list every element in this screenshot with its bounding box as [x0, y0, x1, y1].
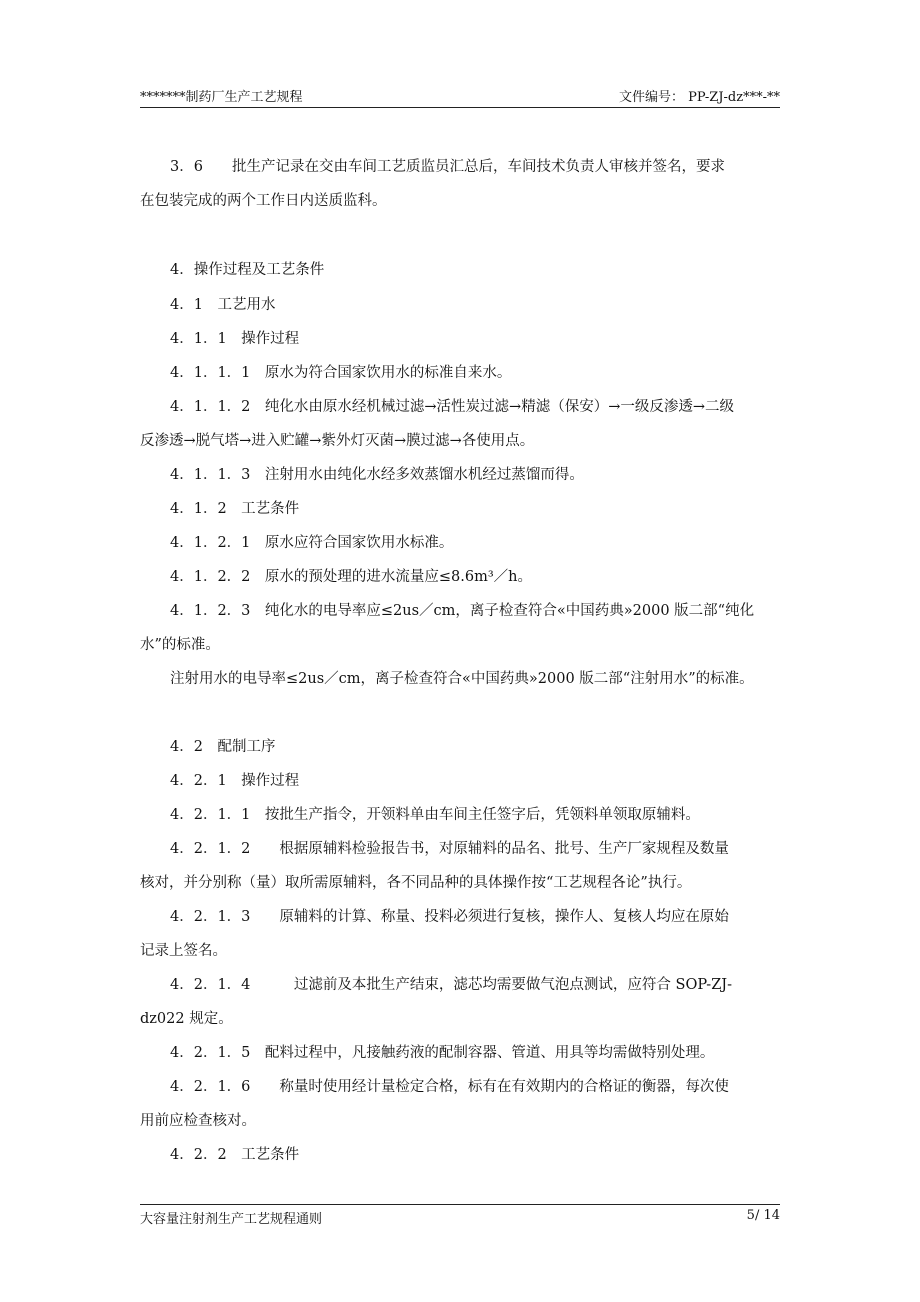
item-4-2-1-4-cont: dz022 规定。	[140, 1011, 233, 1027]
page-number: 5/ 14	[746, 1208, 780, 1223]
section-4-title: 4．操作过程及工艺条件	[170, 262, 325, 278]
para-3-6: 3．6 批生产记录在交由车间工艺质监员汇总后，车间技术负责人审核并签名，要求	[170, 159, 725, 175]
item-4-2-1-1: 4．2．1．1 按批生产指令，开领料单由车间主任签字后，凭领料单领取原辅料。	[170, 807, 700, 823]
page-footer	[140, 1208, 780, 1228]
section-4-1-title: 4．1 工艺用水	[170, 297, 276, 313]
page-header	[140, 86, 780, 106]
para-3-6-cont: 在包装完成的两个工作日内送质监科。	[140, 193, 387, 209]
item-4-1-2-1: 4．1．2．1 原水应符合国家饮用水标准。	[170, 535, 454, 551]
item-4-2-1-4: 4．2．1．4 过滤前及本批生产结束，滤芯均需要做气泡点测试，应符合 SOP-ZJ-	[170, 977, 732, 993]
header-title: *******制药厂生产工艺规程	[140, 90, 303, 105]
header-doc-number: 文件编号： PP-ZJ-dz***-**	[618, 90, 780, 105]
item-4-1-1-2: 4．1．1．2 纯化水由原水经机械过滤→活性炭过滤→精滤（保安）→一级反渗透→二级	[170, 399, 734, 415]
item-4-2-1-3-cont: 记录上签名。	[140, 943, 227, 959]
item-4-1-1-3: 4．1．1．3 注射用水由纯化水经多效蒸馏水机经过蒸馏而得。	[170, 467, 584, 483]
footer-title: 大容量注射剂生产工艺规程通则	[140, 1212, 323, 1227]
item-4-2-1-5: 4．2．1．5 配料过程中，凡接触药液的配制容器、管道、用具等均需做特别处理。	[170, 1045, 715, 1061]
item-4-2-1-6: 4．2．1．6 称量时使用经计量检定合格，标有在有效期内的合格证的衡器，每次使	[170, 1079, 729, 1095]
injection-water-standard: 注射用水的电导率≤2us／cm，离子检查符合«中国药典»2000 版二部“注射用水”的标准。	[170, 671, 754, 687]
section-4-2-title: 4．2 配制工序	[170, 739, 276, 755]
section-4-1-1-title: 4．1．1 操作过程	[170, 331, 300, 347]
item-4-1-1-1: 4．1．1．1 原水为符合国家饮用水的标准自来水。	[170, 365, 512, 381]
section-4-2-2-title: 4．2．2 工艺条件	[170, 1147, 300, 1163]
item-4-1-2-3-cont: 水”的标准。	[140, 637, 220, 653]
item-4-1-2-3: 4．1．2．3 纯化水的电导率应≤2us／cm，离子检查符合«中国药典»2000 版二部“纯化	[170, 603, 755, 619]
item-4-2-1-2-cont: 核对，并分别称（量）取所需原辅料，各不同品种的具体操作按“工艺规程各论”执行。	[140, 875, 692, 891]
footer-rule	[140, 1204, 780, 1205]
item-4-2-1-6-cont: 用前应检查核对。	[140, 1113, 256, 1129]
section-4-2-1-title: 4．2．1 操作过程	[170, 773, 300, 789]
item-4-1-2-2: 4．1．2．2 原水的预处理的进水流量应≤8.6m³／h。	[170, 569, 533, 585]
header-rule	[140, 107, 780, 108]
item-4-1-1-2-cont: 反渗透→脱气塔→进入贮罐→紫外灯灭菌→膜过滤→各使用点。	[140, 433, 535, 449]
item-4-2-1-2: 4．2．1．2 根据原辅料检验报告书，对原辅料的品名、批号、生产厂家规程及数量	[170, 841, 729, 857]
item-4-2-1-3: 4．2．1．3 原辅料的计算、称量、投料必须进行复核，操作人、复核人均应在原始	[170, 909, 729, 925]
section-4-1-2-title: 4．1．2 工艺条件	[170, 501, 300, 517]
